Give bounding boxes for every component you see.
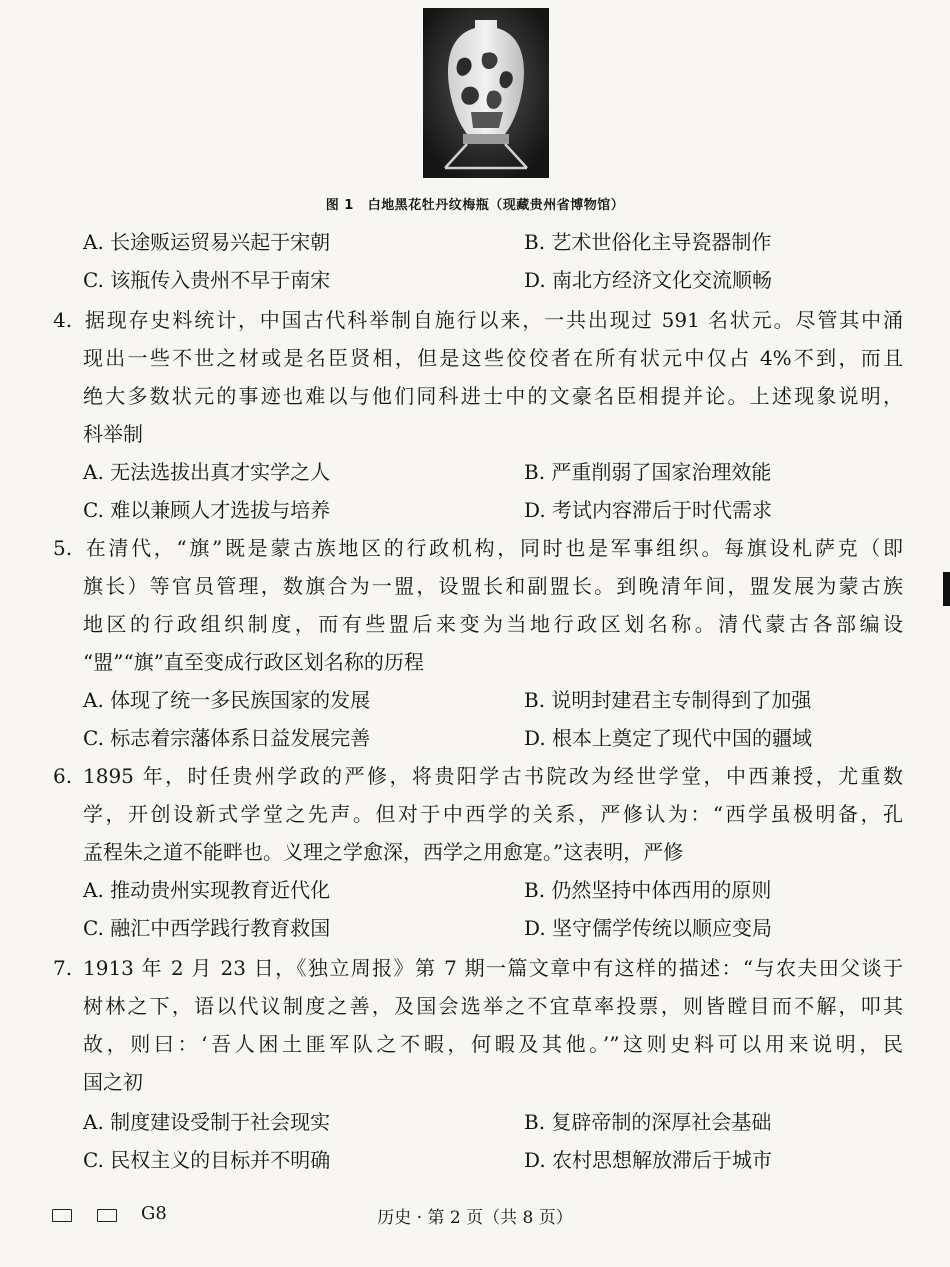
q4-option-a: A. 无法选拔出真才实学之人 xyxy=(83,460,331,484)
q4-number: 4. xyxy=(53,308,73,332)
q5-option-c: C. 标志着宗藩体系日益发展完善 xyxy=(83,726,371,750)
figure-number: 图 1 xyxy=(325,198,354,213)
edge-mark xyxy=(943,572,950,606)
q5-number: 5. xyxy=(53,536,73,560)
figure-caption xyxy=(0,194,950,213)
q4-option-c: C. 难以兼顾人才选拔与培养 xyxy=(83,498,331,522)
q4-option-d: D. 考试内容滞后于时代需求 xyxy=(524,498,773,522)
q4-stem-line: 现出一些不世之材或是名臣贤相，但是这些佼佼者在所有状元中仅占 4%不到，而且 xyxy=(83,346,903,370)
q3-option-a: A. 长途贩运贸易兴起于宋朝 xyxy=(83,230,331,254)
q6-option-b: B. 仍然坚持中体西用的原则 xyxy=(524,878,772,902)
q3-option-b: B. 艺术世俗化主导瓷器制作 xyxy=(524,230,772,254)
q5-stem-line: 地区的行政组织制度，而有些盟后来变为当地行政区划名称。清代蒙古各部编设 xyxy=(83,612,903,636)
q7-stem-line: 国之初 xyxy=(83,1070,143,1094)
q6-option-c: C. 融汇中西学践行教育救国 xyxy=(83,916,331,940)
q6-option-a: A. 推动贵州实现教育近代化 xyxy=(83,878,331,902)
q4-stem-line: 科举制 xyxy=(83,422,143,446)
q4-stem-line: 绝大多数状元的事迹也难以与他们同科进士中的文豪名臣相提并论。上述现象说明， xyxy=(83,384,903,408)
q6-stem-line: 6. 1895 年，时任贵州学政的严修，将贵阳学古书院改为经世学堂，中西兼授，尤重数 xyxy=(53,764,903,788)
q4-option-b: B. 严重削弱了国家治理效能 xyxy=(524,460,772,484)
q6-number: 6. xyxy=(53,764,73,788)
q6-option-d: D. 坚守儒学传统以顺应变局 xyxy=(524,916,773,940)
q4-stem-line: 4. 据现存史料统计，中国古代科举制自施行以来，一共出现过 591 名状元。尽管其中涌 xyxy=(53,308,903,332)
q5-option-d: D. 根本上奠定了现代中国的疆域 xyxy=(524,726,813,750)
page-number: 历史 · 第 2 页（共 8 页） xyxy=(377,1208,573,1228)
q7-stem-line: 故，则曰：‘吾人困土匪军队之不暇，何暇及其他。’”这则史料可以用来说明，民 xyxy=(83,1032,903,1056)
q5-stem-line: “盟”“旗”直至变成行政区划名称的历程 xyxy=(83,650,424,674)
q7-option-b: B. 复辟帝制的深厚社会基础 xyxy=(524,1110,772,1134)
q5-option-a: A. 体现了统一多民族国家的发展 xyxy=(83,688,371,712)
q5-option-b: B. 说明封建君主专制得到了加强 xyxy=(524,688,812,712)
q7-stem-line: 7. 1913 年 2 月 23 日，《独立周报》第 7 期一篇文章中有这样的描述：“与农夫田父谈于 xyxy=(53,956,903,980)
q5-stem-line: 旗长）等官员管理，数旗合为一盟，设盟长和副盟长。到晚清年间，盟发展为蒙古族 xyxy=(83,574,903,598)
q3-option-c: C. 该瓶传入贵州不早于南宋 xyxy=(83,268,331,292)
vase-photo xyxy=(423,8,549,178)
q7-option-a: A. 制度建设受制于社会现实 xyxy=(83,1110,331,1134)
q7-stem-line: 树林之下，语以代议制度之善，及国会选举之不宜草率投票，则皆瞠目而不解，叩其 xyxy=(83,994,903,1018)
q5-stem-line: 5. 在清代，“旗”既是蒙古族地区的行政机构，同时也是军事组织。每旗设札萨克（即 xyxy=(53,536,903,560)
exam-code: G8 xyxy=(141,1203,167,1224)
q6-stem-line: 孟程朱之道不能畔也。义理之学愈深，西学之用愈寔。”这表明，严修 xyxy=(83,840,684,864)
q7-number: 7. xyxy=(53,956,73,980)
q7-option-d: D. 农村思想解放滞后于城市 xyxy=(524,1148,773,1172)
q6-stem-line: 学，开创设新式学堂之先声。但对于中西学的关系，严修认为：“西学虽极明备，孔 xyxy=(83,802,903,826)
vase-illustration xyxy=(423,8,549,178)
q7-option-c: C. 民权主义的目标并不明确 xyxy=(83,1148,331,1172)
q3-option-d: D. 南北方经济文化交流顺畅 xyxy=(524,268,773,292)
page-footer xyxy=(0,1203,950,1229)
figure-title: 白地黑花牡丹纹梅瓶（现藏贵州省博物馆） xyxy=(367,198,625,213)
